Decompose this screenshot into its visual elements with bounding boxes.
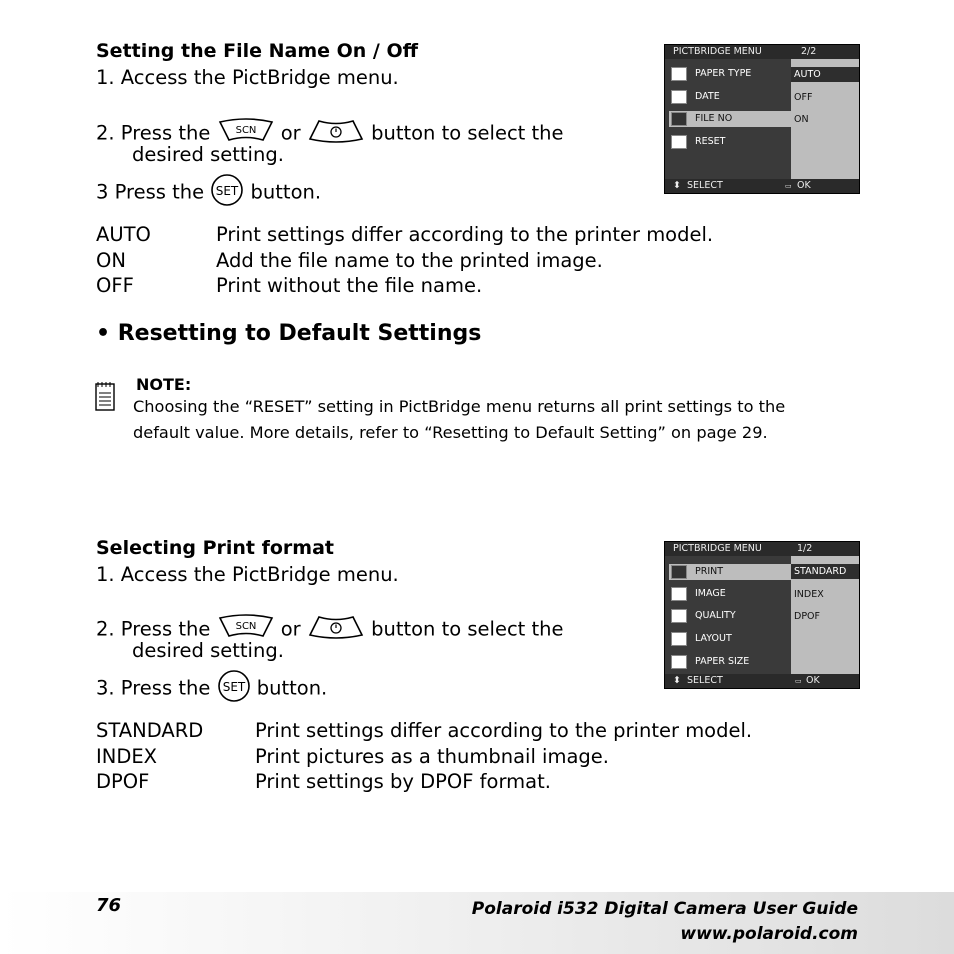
selftimer-button-icon (307, 613, 365, 647)
step-2-b-prefix: 2. Press the (96, 617, 211, 641)
camera-menu-screen-2 (664, 541, 860, 689)
screen-title: PICTBRIDGE MENU (673, 543, 762, 554)
option-key-off: OFF (96, 274, 134, 297)
option-off: OFF (794, 92, 813, 103)
step-2-prefix: 2. Press the (96, 121, 211, 145)
step-3-b (96, 669, 327, 709)
option-dpof: DPOF (794, 611, 820, 622)
set-button-icon (210, 173, 244, 213)
step-1: 1. Access the PictBridge menu. (96, 66, 399, 89)
option-on: ON (794, 114, 809, 125)
note-icon (94, 380, 118, 416)
option-index: INDEX (794, 589, 824, 600)
step-2-b-cont: desired setting. (132, 639, 284, 662)
camera-menu-screen-1 (664, 44, 860, 194)
page-number: 76 (96, 895, 122, 916)
menu-item-date: DATE (669, 89, 791, 105)
selftimer-button-icon (307, 117, 365, 151)
step-2-suffix: button to select the (371, 121, 564, 145)
note-line-1: Choosing the “RESET” setting in PictBridge menu returns all print settings to the (133, 397, 786, 416)
scn-label: SCN (235, 621, 256, 632)
date-icon (671, 90, 687, 104)
set-button-icon (217, 669, 251, 709)
footer-ok: OK (797, 180, 811, 191)
option-desc-auto: Print settings differ according to the printer model. (216, 223, 714, 246)
option-key-standard: STANDARD (96, 719, 204, 742)
print-icon (671, 565, 687, 579)
footer-select: SELECT (687, 675, 723, 686)
note-label: NOTE: (136, 375, 192, 394)
step-2-b-suffix: button to select the (371, 617, 564, 641)
paper-size-icon (671, 655, 687, 669)
updown-icon: ⬍ (673, 180, 681, 191)
footer-select: SELECT (687, 180, 723, 191)
set-label: SET (222, 680, 245, 694)
menu-item-paper-size: PAPER SIZE (669, 654, 791, 670)
layout-icon (671, 632, 687, 646)
updown-icon: ⬍ (673, 675, 681, 686)
step-2-cont: desired setting. (132, 143, 284, 166)
section-heading-file-name: Setting the File Name On / Off (96, 40, 419, 62)
menu-item-print: PRINT (669, 564, 791, 580)
ok-button-icon: ▭ (795, 677, 802, 685)
option-standard: STANDARD (791, 564, 859, 579)
step-3-prefix: 3 Press the (96, 180, 205, 204)
step-3-suffix: button. (250, 180, 322, 204)
menu-item-paper-type: PAPER TYPE (669, 66, 791, 82)
screen-footer (665, 674, 859, 688)
step-3 (96, 173, 321, 213)
option-desc-standard: Print settings differ according to the printer model. (255, 719, 753, 742)
option-key-index: INDEX (96, 745, 158, 768)
menu-item-reset: RESET (669, 134, 791, 150)
footer-ok: OK (806, 675, 820, 686)
menu-item-file-no: FILE NO (669, 111, 791, 127)
screen-page: 2/2 (801, 46, 817, 57)
option-key-on: ON (96, 249, 126, 272)
step-1-b: 1. Access the PictBridge menu. (96, 563, 399, 586)
file-no-icon (671, 112, 687, 126)
option-desc-on: Add the file name to the printed image. (216, 249, 603, 272)
menu-item-image: IMAGE (669, 586, 791, 602)
paper-type-icon (671, 67, 687, 81)
section-heading-print-format: Selecting Print format (96, 537, 334, 559)
quality-icon (671, 609, 687, 623)
website-url: www.polaroid.com (680, 924, 858, 944)
screen-footer (665, 179, 859, 193)
screen-page: 1/2 (797, 543, 813, 554)
section-heading-reset: • Resetting to Default Settings (96, 321, 482, 346)
note-line-2: default value. More details, refer to “Resetting to Default Setting” on page 29. (133, 423, 768, 442)
option-auto: AUTO (791, 67, 859, 82)
option-key-dpof: DPOF (96, 770, 150, 793)
screen-title: PICTBRIDGE MENU (673, 46, 762, 57)
option-desc-index: Print pictures as a thumbnail image. (255, 745, 609, 768)
step-3-b-suffix: button. (256, 676, 328, 700)
scn-label: SCN (235, 125, 256, 136)
option-key-auto: AUTO (96, 223, 151, 246)
screen-header (665, 542, 859, 556)
menu-item-layout: LAYOUT (669, 631, 791, 647)
image-icon (671, 587, 687, 601)
step-2-or: or (280, 121, 301, 145)
option-desc-dpof: Print settings by DPOF format. (255, 770, 551, 793)
reset-icon (671, 135, 687, 149)
ok-button-icon: ▭ (785, 182, 792, 190)
screen-header (665, 45, 859, 59)
step-3-b-prefix: 3. Press the (96, 676, 211, 700)
guide-title: Polaroid i532 Digital Camera User Guide (471, 899, 858, 919)
set-label: SET (216, 184, 239, 198)
step-2-b-or: or (280, 617, 301, 641)
menu-item-quality: QUALITY (669, 608, 791, 624)
option-desc-off: Print without the file name. (216, 274, 483, 297)
